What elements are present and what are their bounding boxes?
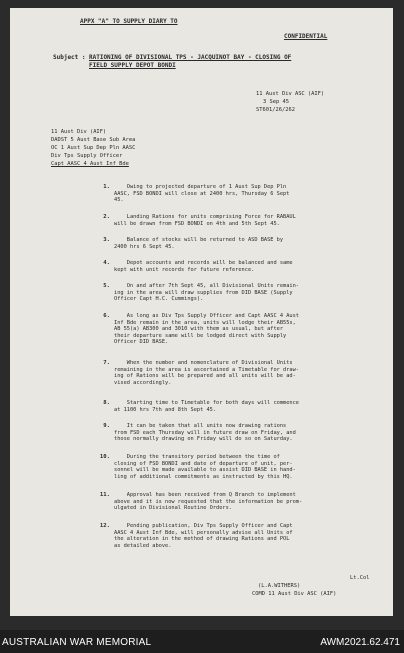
paragraph-text: Landing Rations for units comprising Force for RABAUL will be drawn from FSD BONDI on 4th and 5th Sept 45. bbox=[114, 214, 296, 227]
paragraph-number: 1. bbox=[103, 184, 110, 190]
recipient: OC 1 Aust Sup Dep Pln AASC bbox=[51, 145, 136, 151]
paragraph-text: When the number and nomenclature of Divisional Units remaining in the area is ascertained a Timetable for draw- ing of Rations will be prepared and all units will be ad- vised accordingly. bbox=[114, 360, 299, 386]
paragraph-text: It can be taken that all units now drawing rations from FSD each Thursday will in future draw on Friday, and those normally drawing on Friday will do so on Saturday. bbox=[114, 423, 296, 442]
document-date: 3 Sep 45 bbox=[263, 99, 289, 105]
recipient: Div Tps Supply Officer bbox=[51, 153, 123, 159]
paragraph-text: Approval has been received from Q Branch to implement above and it is now requested that the information be prom- ulgated in Divisional Routine Orders. bbox=[114, 492, 303, 511]
paragraph-text: Depot accounts and records will be balanced and same kept with unit records for future reference. bbox=[114, 260, 293, 273]
paragraph-number: 2. bbox=[103, 214, 110, 220]
recipient: DADST 5 Aust Base Sub Area bbox=[51, 137, 136, 143]
archive-name: AUSTRALIAN WAR MEMORIAL bbox=[2, 637, 152, 648]
paragraph-text: Starting time to Timetable for both days will commence at 1100 hrs 7th and 8th Sept 45. bbox=[114, 400, 299, 413]
paragraph-number: 7. bbox=[103, 360, 110, 366]
document-page bbox=[10, 8, 393, 616]
subject-line-1: RATIONING OF DIVISIONAL TPS - JACQUINOT BAY - CLOSING OF bbox=[89, 54, 292, 61]
reference-number: ST601/26/262 bbox=[256, 107, 295, 113]
paragraph-number: 11. bbox=[99, 492, 110, 498]
paragraph-number: 9. bbox=[103, 423, 110, 429]
paragraph-text: Pending publication, Div Tps Supply Officer and Capt AASC 4 Aust Inf Bde, will personally advise all Units of the alteration in the method of drawing Rations and POL as detailed above. bbox=[114, 523, 293, 549]
paragraph-number: 8. bbox=[103, 400, 110, 406]
recipient: 11 Aust Div (AIF) bbox=[51, 129, 107, 135]
subject-label: Subject : bbox=[53, 54, 86, 61]
signatory-title: COMD 11 Aust Div ASC (AIF) bbox=[252, 591, 337, 597]
signatory-name: (L.A.WITHERS) bbox=[258, 583, 301, 589]
archive-footer bbox=[0, 630, 404, 653]
paragraph-number: 6. bbox=[103, 313, 110, 319]
from-unit: 11 Aust Div ASC (AIF) bbox=[256, 91, 325, 97]
paragraph-number: 3. bbox=[103, 237, 110, 243]
paragraph-number: 12. bbox=[99, 523, 110, 529]
paragraph-text: Owing to projected departure of 1 Aust Sup Dep Pln AASC, FSD BONDI will close at 2400 hrs, Thursday 6 Sept 45. bbox=[114, 184, 290, 203]
paragraph-text: Balance of stocks will be returned to ASD BASE by 2400 hrs 6 Sept 45. bbox=[114, 237, 284, 250]
paragraph-text: On and after 7th Sept 45, all Divisional Units remain- ing in the area will draw supplies from DID BASE (Supply Officer Capt H.C. Cummings). bbox=[114, 283, 299, 302]
classification: CONFIDENTIAL bbox=[284, 33, 328, 40]
paragraph-text: During the transitory period between the time of closing of FSD BONDI and date of departure of unit, per- sonnel will be made available to assist DID BASE in hand- ling of additional commitments as instructed by this HQ. bbox=[114, 454, 296, 480]
subject-line-2: FIELD SUPPLY DEPOT BONDI bbox=[89, 62, 176, 69]
paragraph-number: 5. bbox=[103, 283, 110, 289]
recipient: Capt AASC 4 Aust Inf Bde bbox=[51, 161, 129, 167]
accession-number: AWM2021.62.471 bbox=[320, 637, 400, 648]
paragraph-number: 4. bbox=[103, 260, 110, 266]
paragraph-number: 10. bbox=[99, 454, 110, 460]
signatory-rank: Lt.Col bbox=[350, 575, 370, 581]
top-stamp: APPX "A" TO SUPPLY DIARY TO bbox=[80, 18, 178, 25]
paragraph-text: As long as Div Tps Supply Officer and Capt AASC 4 Aust Inf Bde remain in the area, units will lodge their AB55s, AB 55(a) AB300 and 3010 with them as usual, but after their departure same will be lodged direct with Supply Officer DID BASE. bbox=[114, 313, 299, 345]
